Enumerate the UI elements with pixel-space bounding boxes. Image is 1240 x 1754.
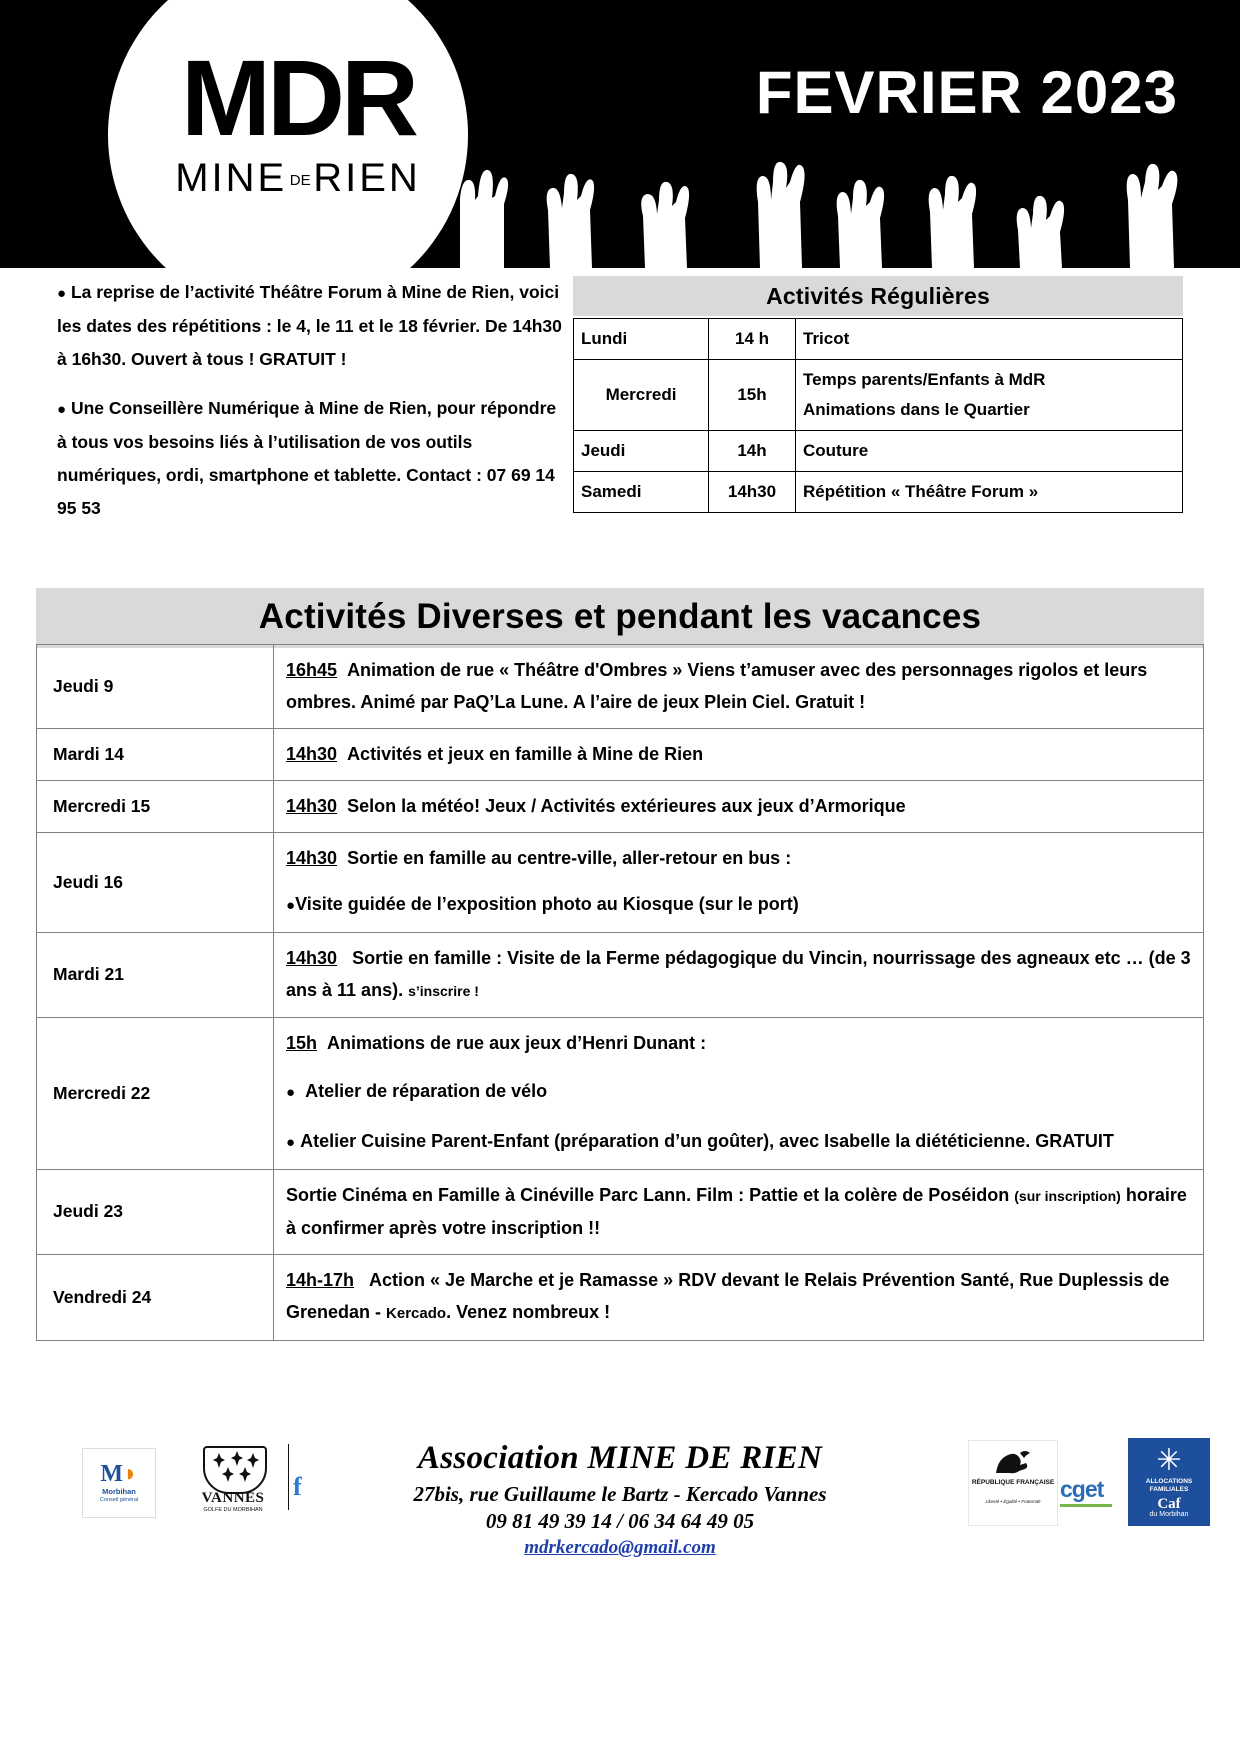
table-row xyxy=(37,833,1204,933)
regular-time: 14h30 xyxy=(709,472,796,513)
activity-text: Sortie en famille : Visite de la Ferme pédagogique du Vincin, nourrissage des agneaux etc … (de 3 ans à 11 ans). xyxy=(286,948,1191,1000)
activity-note: (sur inscription) xyxy=(1014,1188,1121,1204)
header-banner xyxy=(0,0,1240,268)
cget-label: cget xyxy=(1060,1476,1104,1502)
footer-divider xyxy=(288,1444,289,1510)
activity-line xyxy=(286,1125,1191,1159)
bullet-icon: ● xyxy=(286,1134,296,1151)
facebook-icon: f xyxy=(293,1472,302,1501)
activity-date: Jeudi 9 xyxy=(37,645,274,729)
diverse-activities-table-wrap xyxy=(0,644,1240,1434)
raised-hands-illustration xyxy=(440,138,1240,268)
activity-time: 14h30 xyxy=(286,848,338,868)
intro-text-block xyxy=(57,276,569,541)
activity-text: Sortie en famille au centre-ville, aller-retour en bus : xyxy=(347,848,792,868)
cget-logo xyxy=(1060,1476,1122,1510)
vannes-tagline: GOLFE DU MORBIHAN xyxy=(203,1507,263,1513)
table-row xyxy=(37,1018,1204,1170)
regular-activity: Couture xyxy=(796,431,1183,472)
association-name: Association MINE DE RIEN xyxy=(417,1440,823,1476)
diverse-activities-title-wrap xyxy=(0,588,1240,644)
intro-paragraph-1-text: La reprise de l’activité Théâtre Forum à Mine de Rien, voici les dates des répétitions : le 4, le 11 et le 18 février. De 14h30 à 16h30. Ouvert à tous ! GRATUIT ! xyxy=(57,282,562,369)
activity-description xyxy=(274,833,1204,933)
rf-title: RÉPUBLIQUE FRANÇAISE xyxy=(971,1479,1055,1486)
activity-text: Animation de rue « Théâtre d'Ombres » Viens t’amuser avec des personnages rigolos et leurs ombres. Animé par PaQ’La Lune. A l’aire de jeux Plein Ciel. Gratuit ! xyxy=(286,660,1148,712)
regular-activity: Répétition « Théâtre Forum » xyxy=(796,472,1183,513)
activity-time: 16h45 xyxy=(286,660,338,680)
activity-time: 14h30 xyxy=(286,948,338,968)
table-row xyxy=(574,472,1183,513)
caf-star-icon: ✳ xyxy=(1156,1444,1182,1477)
activity-line xyxy=(286,1075,1191,1109)
caf-line1: ALLOCATIONS FAMILIALES xyxy=(1145,1478,1193,1493)
table-row xyxy=(37,645,1204,729)
regular-activities-title: Activités Régulières xyxy=(573,276,1183,316)
vannes-crest-icon xyxy=(203,1446,267,1494)
regular-activity xyxy=(796,360,1183,431)
association-address: 27bis, rue Guillaume le Bartz - Kercado Vannes xyxy=(413,1482,827,1506)
regular-time: 14 h xyxy=(709,319,796,360)
republique-francaise-logo xyxy=(968,1440,1058,1526)
diverse-activities-table xyxy=(36,644,1204,1341)
activity-text: Activités et jeux en famille à Mine de Rien xyxy=(347,744,704,764)
footer xyxy=(0,1430,1240,1754)
activity-text: Selon la météo! Jeux / Activités extérieures aux jeux d’Armorique xyxy=(347,796,906,816)
activity-text: Atelier Cuisine Parent-Enfant (préparation d’un goûter), avec Isabelle la diététicienne. GRATUIT xyxy=(300,1131,1114,1151)
regular-time: 15h xyxy=(709,360,796,431)
table-row xyxy=(37,933,1204,1018)
morbihan-logo xyxy=(82,1448,156,1518)
regular-day: Samedi xyxy=(574,472,709,513)
activity-note: s’inscrire ! xyxy=(408,983,479,999)
caf-line3: du Morbihan xyxy=(1149,1511,1189,1518)
activity-description xyxy=(274,645,1204,729)
intro-and-regular-section xyxy=(0,268,1240,588)
regular-activity: Tricot xyxy=(796,319,1183,360)
morbihan-label: Morbihan xyxy=(102,1487,136,1496)
activity-text: Animations de rue aux jeux d’Henri Dunant : xyxy=(327,1033,707,1053)
activity-description xyxy=(274,933,1204,1018)
table-row xyxy=(37,1255,1204,1341)
regular-activities-table xyxy=(573,318,1183,513)
activity-text: Sortie Cinéma en Famille à Cinéville Parc Lann. Film : Pattie et la colère de Poséidon xyxy=(286,1185,1010,1205)
activity-text: horaire à confirmer après votre inscription !! xyxy=(286,1185,1187,1238)
bullet-icon: ● xyxy=(286,897,296,914)
activity-date: Mercredi 22 xyxy=(37,1018,274,1170)
activity-description xyxy=(274,729,1204,781)
table-row xyxy=(37,729,1204,781)
activity-line xyxy=(286,842,1191,874)
association-email[interactable]: mdrkercado@gmail.com xyxy=(524,1537,716,1558)
association-phone: 09 81 49 39 14 / 06 34 64 49 05 xyxy=(485,1509,755,1533)
logo-mine-text: MINE xyxy=(175,156,288,200)
activity-time: 15h xyxy=(286,1033,318,1053)
table-row xyxy=(574,319,1183,360)
activity-line xyxy=(286,888,1191,922)
regular-time: 14h xyxy=(709,431,796,472)
morbihan-sublabel: Conseil général xyxy=(99,1497,139,1503)
bullet-icon: ● xyxy=(286,1084,296,1101)
activity-line xyxy=(286,1027,1191,1059)
association-info xyxy=(320,1440,920,1559)
regular-day: Jeudi xyxy=(574,431,709,472)
diverse-activities-title: Activités Diverses et pendant les vacances xyxy=(36,588,1204,648)
cget-underline xyxy=(1060,1504,1112,1507)
activity-date: Jeudi 16 xyxy=(37,833,274,933)
table-row xyxy=(37,1170,1204,1255)
table-row xyxy=(37,781,1204,833)
activity-time: 14h30 xyxy=(286,744,338,764)
logo-mdr-text: MDR xyxy=(181,37,415,158)
activity-description xyxy=(274,1170,1204,1255)
vannes-logo xyxy=(190,1446,276,1520)
regular-activity-line: Animations dans le Quartier xyxy=(803,400,1030,419)
rf-motto: Liberté • Égalité • Fraternité xyxy=(985,1499,1041,1504)
activity-text: Visite guidée de l’exposition photo au Kiosque (sur le port) xyxy=(295,894,799,914)
logo-rien-text: RIEN xyxy=(313,156,421,200)
activity-text: Action « Je Marche et je Ramasse » RDV devant le Relais Prévention Santé, Rue Duplessis de Grenedan - xyxy=(286,1270,1170,1322)
bullet-icon: ● xyxy=(57,401,67,418)
regular-activities-panel xyxy=(573,276,1183,513)
activity-text: Atelier de réparation de vélo xyxy=(305,1081,548,1101)
morbihan-mark: M◗ xyxy=(100,1461,138,1487)
activity-description xyxy=(274,1255,1204,1341)
table-row xyxy=(574,360,1183,431)
month-title: FEVRIER 2023 xyxy=(755,59,1178,126)
table-row xyxy=(574,431,1183,472)
activity-place: Kercado xyxy=(386,1305,447,1322)
caf-logo xyxy=(1128,1438,1210,1526)
activity-description xyxy=(274,1018,1204,1170)
activity-date: Mardi 14 xyxy=(37,729,274,781)
logo-de-text: DE xyxy=(289,172,311,189)
regular-day: Mercredi xyxy=(574,360,709,431)
regular-day: Lundi xyxy=(574,319,709,360)
vannes-label: VANNES xyxy=(201,1490,265,1506)
activity-time: 14h30 xyxy=(286,796,338,816)
intro-paragraph-2 xyxy=(57,392,569,525)
caf-line2: Caf xyxy=(1157,1496,1181,1512)
activity-date: Vendredi 24 xyxy=(37,1255,274,1341)
activity-date: Mardi 21 xyxy=(37,933,274,1018)
bullet-icon: ● xyxy=(57,285,67,302)
intro-paragraph-2-text: Une Conseillère Numérique à Mine de Rien, pour répondre à tous vos besoins liés à l’utilisation de vos outils numériques, ordi, smartphone et tablette. Contact : 07 69 14 95 53 xyxy=(57,398,557,518)
activity-text: . Venez nombreux ! xyxy=(446,1302,611,1322)
activity-date: Jeudi 23 xyxy=(37,1170,274,1255)
mdr-logo xyxy=(78,0,498,268)
intro-paragraph-1 xyxy=(57,276,569,376)
activity-description xyxy=(274,781,1204,833)
activity-time: 14h-17h xyxy=(286,1270,355,1290)
regular-activity-line: Temps parents/Enfants à MdR xyxy=(803,370,1046,389)
activity-date: Mercredi 15 xyxy=(37,781,274,833)
marianne-icon xyxy=(990,1447,1036,1477)
